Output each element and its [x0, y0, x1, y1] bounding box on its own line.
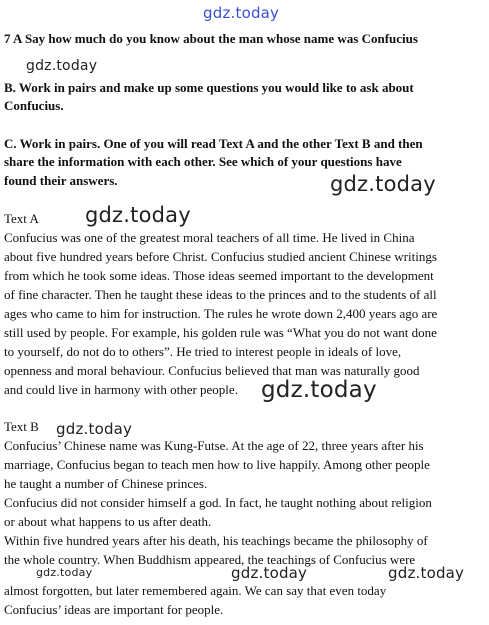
text-b-line: Confucius’ Chinese name was Kung-Futse. At the age of 22, three years after his — [4, 438, 424, 453]
text-b-line: Within five hundred years after his death, his teachings became the philosophy of — [4, 533, 428, 548]
text-a-line: openness and moral behaviour. Confucius believed that man was naturally good — [4, 363, 420, 378]
watermark: gdz.today — [388, 564, 465, 582]
task-b-instruction: Confucius. — [4, 98, 64, 113]
text-b-line: the whole country. When Buddhism appeared, the teachings of Confucius were — [4, 552, 416, 567]
text-a-heading: Text A — [4, 211, 39, 226]
watermark: gdz.today — [26, 58, 98, 74]
text-a-line: Confucius was one of the greatest moral teachers of all time. He lived in China — [4, 230, 415, 245]
watermark: gdz.today — [231, 564, 308, 582]
text-b-line: marriage, Confucius began to teach men how to live happily. Among other people — [4, 457, 430, 472]
text-b-line: or about what happens to us after death. — [4, 514, 212, 529]
text-b-line: he taught a number of Chinese princes. — [4, 476, 208, 491]
text-a-line: ages who came to him for instruction. The rules he wrote down 2,400 years ago are — [4, 306, 438, 321]
text-a-line: about five hundred years before Christ. Confucius studied ancient Chinese writings — [4, 249, 437, 264]
watermark: gdz.today — [36, 566, 93, 579]
text-b-line: almost forgotten, but later remembered again. We can say that even today — [4, 583, 387, 598]
watermark: gdz.today — [85, 203, 191, 227]
task-c-instruction: C. Work in pairs. One of you will read Text A and the other Text B and then — [4, 136, 423, 151]
watermark: gdz.today — [330, 172, 436, 196]
watermark: gdz.today — [261, 377, 377, 403]
task-c-instruction: share the information with each other. See which of your questions have — [4, 154, 402, 169]
task-b-instruction: B. Work in pairs and make up some questions you would like to ask about — [4, 80, 414, 95]
text-a-line: to yourself, do not do to others”. He tried to interest people in ideals of love, — [4, 344, 402, 359]
text-b-line: Confucius’ ideas are important for people. — [4, 602, 224, 617]
text-a-line: from which he took some ideas. Those ideas seemed important to the development — [4, 268, 434, 283]
text-a-line: and could live in harmony with other people. — [4, 382, 238, 397]
watermark: gdz.today — [56, 420, 133, 438]
text-a-line: still used by people. For example, his golden rule was “What you do not want done — [4, 325, 437, 340]
task-a-instruction: 7 A Say how much do you know about the man whose name was Confucius — [4, 31, 418, 46]
text-b-heading: Text B — [4, 419, 39, 434]
text-a-line: of fine character. Then he taught these ideas to the princes and to the students of all — [4, 287, 437, 302]
text-b-line: Confucius did not consider himself a god. In fact, he taught nothing about religion — [4, 495, 432, 510]
watermark-top: gdz.today — [203, 4, 280, 22]
task-c-instruction: found their answers. — [4, 173, 118, 188]
